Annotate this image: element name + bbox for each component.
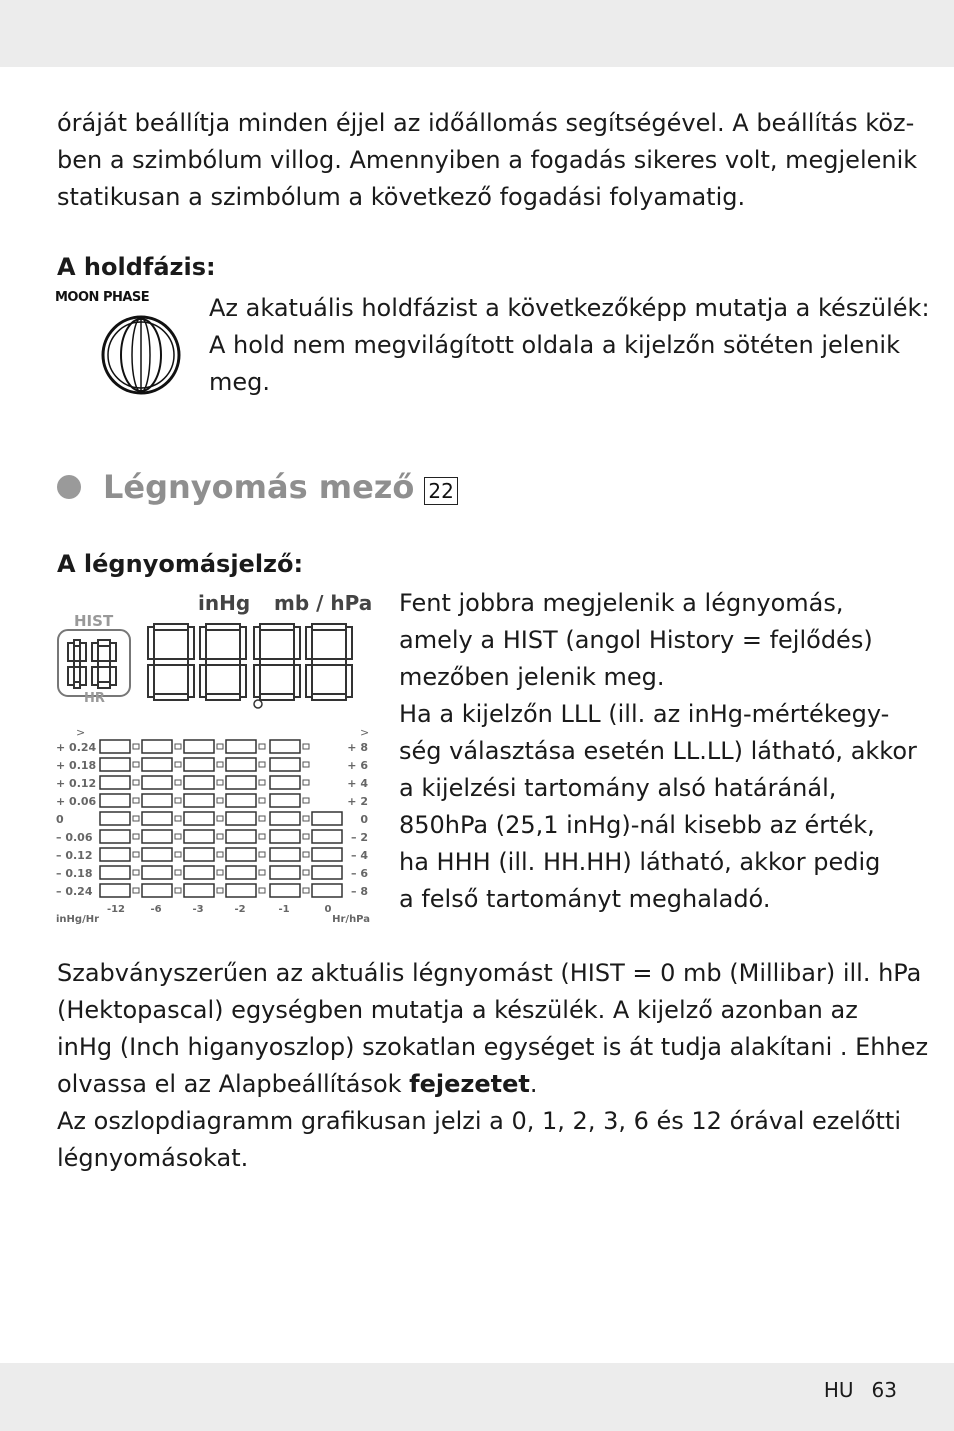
right-scale-label: – 2 <box>351 831 368 844</box>
bar-connector <box>259 780 265 785</box>
left-scale-label: – 0.18 <box>56 867 93 880</box>
bar-connector <box>175 888 181 893</box>
bar-connector <box>303 798 309 803</box>
bar-segment <box>142 866 172 879</box>
body-line: inHg (Inch higanyoszlop) szokatlan egységet is át tudja alakítani . Ehhez <box>57 1033 929 1061</box>
bar-connector <box>303 780 309 785</box>
bar-segment <box>226 848 256 861</box>
body-line: Szabványszerűen az aktuális légnyomást (HIST = 0 mb (Millibar) ill. hPa <box>57 959 922 987</box>
left-scale-label: + 0.12 <box>56 777 97 790</box>
moon-line: meg. <box>209 368 271 396</box>
right-scale-label: – 8 <box>351 885 368 898</box>
bar-segment <box>100 776 130 789</box>
bar-connector <box>259 744 265 749</box>
pressure-line: Ha a kijelzőn LLL (ill. az inHg-mértékegy- <box>399 700 890 728</box>
moon-line: A hold nem megvilágított oldala a kijelzőn sötéten jelenik <box>209 331 900 359</box>
right-scale-label: – 6 <box>351 867 368 880</box>
bar-connector <box>259 852 265 857</box>
bar-segment <box>226 830 256 843</box>
moon-line: Az akatuális holdfázist a következőképp mutatja a készülék: <box>209 294 930 322</box>
bar-segment <box>226 758 256 771</box>
body-paragraph-2 <box>57 1103 901 1177</box>
bar-segment <box>100 866 130 879</box>
bar-segment <box>270 776 300 789</box>
bar-connector <box>303 888 309 893</box>
left-scale-label: + 0.24 <box>56 741 97 754</box>
bar-segment <box>270 740 300 753</box>
bar-connector <box>133 762 139 767</box>
bar-segment <box>312 848 342 861</box>
bar-connector <box>133 780 139 785</box>
bar-connector <box>217 870 223 875</box>
left-scale-label: – 0.24 <box>56 885 93 898</box>
intro-line: ben a szimbólum villog. Amennyiben a fogadás sikeres volt, megjelenik <box>57 146 918 174</box>
section-title-text: Légnyomás mező <box>103 468 415 506</box>
right-unit-label: Hr/hPa <box>332 914 370 925</box>
bar-segment <box>312 812 342 825</box>
pressure-line: ség választása esetén LL.LL) látható, akkor <box>399 737 917 765</box>
bar-connector <box>303 870 309 875</box>
bar-segment <box>100 848 130 861</box>
inhg-label: inHg <box>198 591 251 615</box>
units-label: mb / hPa <box>274 591 373 615</box>
pressure-line: 850hPa (25,1 inHg)-nál kisebb az érték, <box>399 811 875 839</box>
hour-label: -1 <box>278 904 290 915</box>
bar-segment <box>226 794 256 807</box>
up-arrow-icon: > <box>360 726 370 739</box>
bullet-icon <box>57 475 81 499</box>
bar-segment <box>142 830 172 843</box>
bar-segment <box>270 794 300 807</box>
moon-phase-figure <box>55 290 195 405</box>
lcd-digit <box>200 624 246 700</box>
lcd-digit <box>68 640 86 688</box>
bar-connector <box>175 834 181 839</box>
bar-segment <box>312 830 342 843</box>
barometer-display-svg <box>52 588 382 933</box>
moon-heading: A holdfázis: <box>57 253 216 281</box>
bar-connector <box>259 870 265 875</box>
body-text-end: . <box>529 1070 538 1098</box>
bar-segment <box>184 794 214 807</box>
bar-segment <box>270 812 300 825</box>
lcd-digit <box>92 640 116 688</box>
bar-connector <box>133 852 139 857</box>
moon-paragraph <box>209 290 930 401</box>
pressure-line: a kijelzési tartomány alsó határánál, <box>399 774 837 802</box>
bar-segment <box>142 794 172 807</box>
right-scale-label: – 4 <box>351 849 368 862</box>
intro-paragraph <box>57 105 917 216</box>
bar-segment <box>184 758 214 771</box>
bar-connector <box>133 744 139 749</box>
bar-segment <box>100 884 130 897</box>
right-scale-label: + 6 <box>347 759 368 772</box>
bar-segment <box>184 866 214 879</box>
bar-segment <box>142 776 172 789</box>
bar-segment <box>312 866 342 879</box>
page-number: 63 <box>871 1378 897 1402</box>
bar-connector <box>133 816 139 821</box>
lcd-digit <box>306 624 352 700</box>
bar-connector <box>303 816 309 821</box>
body-text: olvassa el az Alapbeállítások <box>57 1070 410 1098</box>
pressure-heading: A légnyomásjelző: <box>57 550 304 578</box>
bar-segment <box>270 758 300 771</box>
bar-segment <box>270 848 300 861</box>
bar-segment <box>270 884 300 897</box>
bar-connector <box>175 870 181 875</box>
bar-segment <box>100 758 130 771</box>
up-arrow-icon: > <box>76 726 86 739</box>
intro-line: óráját beállítja minden éjjel az időállomás segítségével. A beállítás köz- <box>57 109 915 137</box>
bar-segment <box>184 812 214 825</box>
bar-connector <box>217 780 223 785</box>
left-scale-label: 0 <box>56 813 64 826</box>
pressure-paragraph <box>399 585 917 918</box>
bar-connector <box>259 762 265 767</box>
body-line: Az oszlopdiagramm grafikusan jelzi a 0, 1, 2, 3, 6 és 12 órával ezelőtti <box>57 1107 902 1135</box>
bar-connector <box>303 834 309 839</box>
lcd-digit <box>254 624 300 700</box>
bar-segment <box>100 830 130 843</box>
bar-segment <box>142 812 172 825</box>
bar-segment <box>184 884 214 897</box>
bar-segment <box>270 866 300 879</box>
intro-line: statikusan a szimbólum a következő fogadási folyamatig. <box>57 183 746 211</box>
bar-segment <box>142 740 172 753</box>
header-band <box>0 0 954 67</box>
pressure-line: amely a HIST (angol History = fejlődés) <box>399 626 873 654</box>
hour-label: -6 <box>150 904 162 915</box>
pressure-line: Fent jobbra megjelenik a légnyomás, <box>399 589 844 617</box>
hour-label: -2 <box>234 904 246 915</box>
footer-language: HU <box>823 1378 854 1402</box>
bar-connector <box>175 762 181 767</box>
body-line <box>57 1066 928 1103</box>
bar-connector <box>133 870 139 875</box>
hour-label: -12 <box>106 904 126 915</box>
bar-segment <box>184 776 214 789</box>
bar-segment <box>226 884 256 897</box>
bar-connector <box>217 834 223 839</box>
hr-label: HR <box>84 691 105 706</box>
bar-segment <box>184 848 214 861</box>
bar-segment <box>100 812 130 825</box>
bar-connector <box>133 888 139 893</box>
bar-segment <box>142 848 172 861</box>
decimal-point <box>254 700 262 708</box>
bar-connector <box>217 852 223 857</box>
barometer-display-figure <box>52 588 382 933</box>
bar-connector <box>217 888 223 893</box>
bar-segment <box>184 740 214 753</box>
bar-connector <box>175 852 181 857</box>
bar-connector <box>217 744 223 749</box>
body-line: légnyomásokat. <box>57 1144 249 1172</box>
bar-connector <box>259 834 265 839</box>
bar-connector <box>303 744 309 749</box>
moon-icon <box>55 305 195 405</box>
moon-phase-label: MOON PHASE <box>55 290 150 305</box>
pressure-line: ha HHH (ill. HH.HH) látható, akkor pedig <box>399 848 881 876</box>
bar-segment <box>226 866 256 879</box>
bar-connector <box>217 816 223 821</box>
bar-connector <box>217 798 223 803</box>
left-scale-label: – 0.12 <box>56 849 93 862</box>
bar-connector <box>259 798 265 803</box>
bar-connector <box>259 888 265 893</box>
bar-segment <box>270 830 300 843</box>
pressure-line: a felső tartományt meghaladó. <box>399 885 771 913</box>
bar-connector <box>175 744 181 749</box>
bar-connector <box>259 816 265 821</box>
page-footer <box>806 1378 897 1402</box>
section-title <box>57 468 458 506</box>
bar-segment <box>142 884 172 897</box>
bar-connector <box>175 816 181 821</box>
bar-segment <box>226 776 256 789</box>
bar-connector <box>303 852 309 857</box>
bar-connector <box>133 834 139 839</box>
bar-segment <box>100 740 130 753</box>
bar-connector <box>175 798 181 803</box>
left-scale-label: + 0.18 <box>56 759 97 772</box>
body-bold-text: fejezetet <box>409 1070 530 1098</box>
lcd-digit <box>148 624 194 700</box>
bar-connector <box>175 780 181 785</box>
hour-label: -3 <box>192 904 204 915</box>
bar-connector <box>303 762 309 767</box>
right-scale-label: + 2 <box>347 795 368 808</box>
right-scale-label: + 4 <box>347 777 368 790</box>
bar-connector <box>133 798 139 803</box>
left-scale-label: – 0.06 <box>56 831 93 844</box>
left-scale-label: + 0.06 <box>56 795 97 808</box>
bar-connector <box>217 762 223 767</box>
bar-segment <box>226 812 256 825</box>
pressure-line: mezőben jelenik meg. <box>399 663 665 691</box>
body-paragraph-1 <box>57 955 928 1103</box>
bar-segment <box>142 758 172 771</box>
bar-segment <box>312 884 342 897</box>
right-scale-label: 0 <box>360 813 368 826</box>
hist-label: HIST <box>74 612 114 630</box>
bar-segment <box>226 740 256 753</box>
right-scale-label: + 8 <box>347 741 368 754</box>
body-line: (Hektopascal) egységben mutatja a készülék. A kijelző azonban az <box>57 996 858 1024</box>
bar-segment <box>100 794 130 807</box>
left-unit-label: inHg/Hr <box>56 914 100 925</box>
bar-segment <box>184 830 214 843</box>
reference-number: 22 <box>424 477 457 505</box>
hour-label: 0 <box>324 904 332 915</box>
